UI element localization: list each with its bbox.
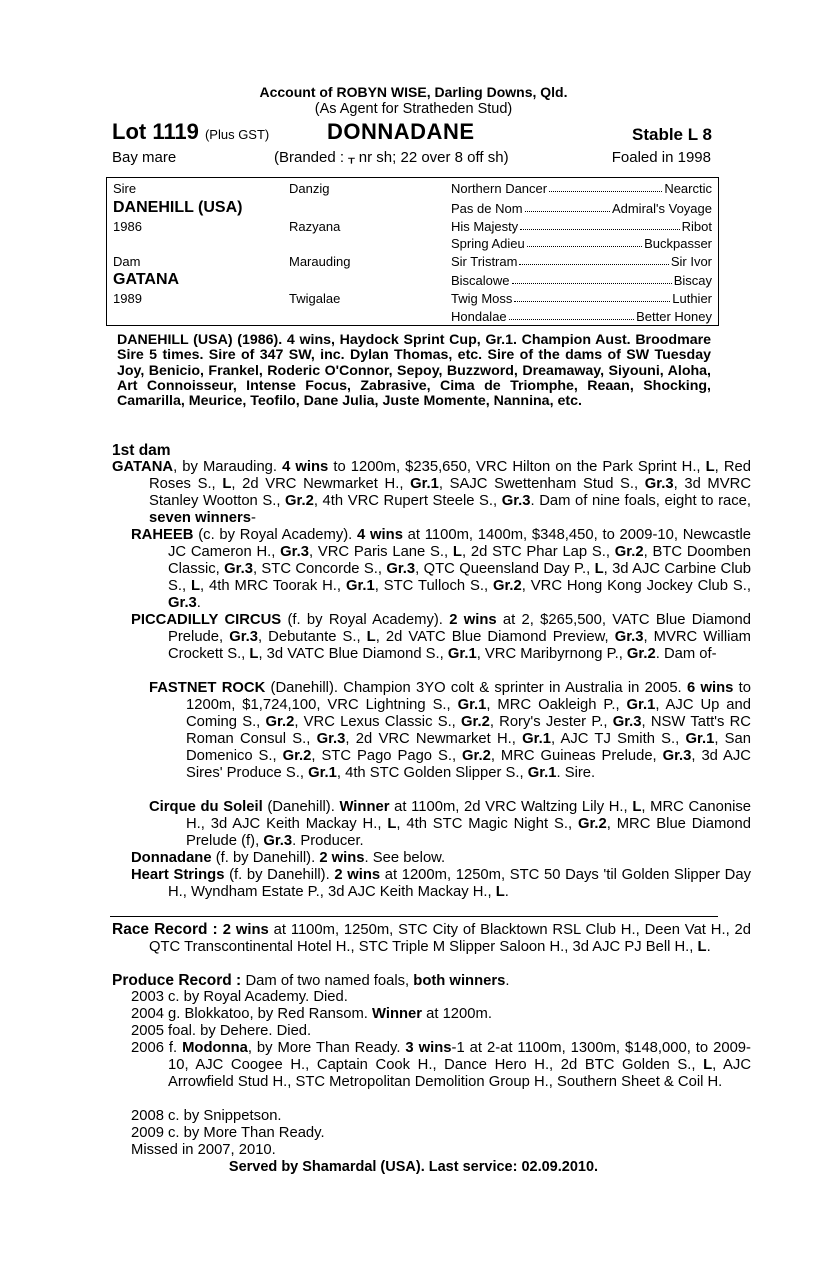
text: 2006 f.: [131, 1040, 183, 1056]
group-badge: Gr.2: [577, 816, 607, 832]
served-by-line: Served by Shamardal (USA). Last service: 02.09.2010.: [228, 1159, 599, 1175]
progeny-name: RAHEEB: [131, 527, 194, 543]
wins-bold: 6 wins: [686, 680, 734, 696]
ancestor-sire: Better Honey: [636, 309, 712, 324]
group-badge: Gr.1: [527, 765, 557, 781]
produce-2004: [131, 1006, 492, 1023]
text: (f. by Danehill).: [211, 850, 320, 866]
winners-bold: both winners: [413, 973, 506, 989]
ancestor: Spring Adieu: [451, 236, 525, 251]
text: , 2d VATC Blue Diamond Preview,: [375, 629, 615, 645]
sire-summary: DANEHILL (USA) (1986). 4 wins, Haydock Sprint Cup, Gr.1. Champion Aust. Broodmare Sire 5 times. Sire of 347 SW, inc. Dylan Thomas, etc. Sire of the dams of SW Tuesday Joy, Benicio, Frankel, Roderic O'Connor, Sepoy, Buzzword, Dreamaway, Siyouni, Aloha, Art Connoisseur, Intense Focus, Zabrasive, Cima de Triomphe, Reaan, Shocking, Camarilla, Meurice, Teofilo, Dane Julia, Juste Momente, Nannina, etc.: [117, 332, 711, 410]
dam-dam: Twigalae: [289, 291, 341, 306]
lot-number: [112, 119, 269, 145]
produce-2005: 2005 foal. by Dehere. Died.: [131, 1023, 312, 1039]
listed-badge: L: [703, 1057, 713, 1073]
text: , 4th STC Magic Night S.,: [396, 816, 578, 832]
group-badge: Gr.1: [345, 578, 375, 594]
text: , by Marauding.: [173, 459, 283, 475]
text: , 2d STC Phar Lap S.,: [461, 544, 615, 560]
race-record-label: Race Record :: [112, 921, 223, 938]
ancestor: Biscalowe: [451, 273, 510, 288]
dam-sire: Marauding: [289, 254, 351, 269]
group-badge: Gr.3: [168, 595, 197, 611]
brand-rest: nr sh; 22 over 8 off sh): [354, 149, 509, 166]
text: , Red Roses S.,: [149, 459, 751, 492]
group-badge: Gr.2: [285, 493, 314, 509]
group-badge: Gr.2: [461, 714, 490, 730]
text: , 4th MRC Toorak H.,: [200, 578, 346, 594]
progeny-name: Heart Strings: [131, 867, 225, 883]
text: , 4th VRC Rupert Steele S.,: [313, 493, 502, 509]
dam-name: GATANA: [113, 271, 180, 288]
text: (Danehill).: [262, 799, 340, 815]
ancestor: Sir Tristram: [451, 254, 518, 269]
ancestor: Northern Dancer: [451, 181, 548, 196]
group-badge: Gr.2: [492, 578, 522, 594]
dam-gatana-entry: [112, 459, 751, 527]
pedigree-row: [451, 236, 712, 251]
group-badge: Gr.3: [614, 629, 644, 645]
text: , VRC Paris Lane S.,: [308, 544, 453, 560]
brand-open: (Branded :: [274, 149, 349, 166]
produce-2008: 2008 c. by Snippetson.: [131, 1108, 282, 1124]
text: , MRC Canonise H., 3d AJC Keith Mackay H.,: [186, 799, 751, 832]
progeny-heart-strings: [131, 867, 751, 901]
text: , MRC Oakleigh P.,: [486, 697, 627, 713]
ancestor: His Majesty: [451, 219, 519, 234]
text: , AJC Up and Coming S.,: [186, 697, 751, 730]
text: .: [504, 884, 509, 900]
text: , 4th STC Golden Slipper S.,: [336, 765, 528, 781]
gst-note: (Plus GST): [204, 127, 270, 142]
wins-bold: Winner: [372, 1006, 423, 1022]
ancestor: Twig Moss: [451, 291, 513, 306]
progeny-name: PICCADILLY CIRCUS: [131, 612, 282, 628]
wins-bold: 3 wins: [405, 1040, 452, 1056]
text: , 3d VATC Blue Diamond S.,: [258, 646, 448, 662]
horse-name: DONNADANE: [327, 119, 475, 144]
wins-bold: 4 wins: [282, 459, 329, 475]
produce-2003: 2003 c. by Royal Academy. Died.: [131, 989, 348, 1005]
text: , MRC Guineas Prelude,: [490, 748, 663, 764]
pedigree-row: [451, 309, 712, 324]
text: , NSW Tatt's RC Roman Consul S.,: [186, 714, 751, 747]
sire-name: DANEHILL (USA): [113, 199, 243, 216]
text: to 1200m, $1,724,100, VRC Lightning S.,: [186, 680, 751, 713]
text: , MVRC William Crockett S.,: [168, 629, 751, 662]
text: Dam of two named foals,: [245, 973, 414, 989]
listed-badge: L: [366, 629, 376, 645]
wins-bold: 2 wins: [334, 867, 381, 883]
group-badge: Gr.3: [644, 476, 674, 492]
group-badge: Gr.3: [229, 629, 258, 645]
text: (f. by Royal Academy).: [281, 612, 450, 628]
dam-label: Dam: [113, 254, 141, 269]
progeny-name: FASTNET ROCK: [149, 680, 266, 696]
listed-badge: L: [387, 816, 397, 832]
dam-name-bold: GATANA: [112, 459, 174, 475]
progeny-name: Donnadane: [131, 850, 212, 866]
text: at 1200m.: [422, 1006, 492, 1022]
sire-label: Sire: [113, 181, 137, 196]
vendor-line: Account of ROBYN WISE, Darling Downs, Qld.: [259, 84, 568, 100]
text: , VRC Maribyrnong P.,: [476, 646, 627, 662]
group-badge: Gr.3: [224, 561, 253, 577]
progeny-cirque-du-soleil: [149, 799, 751, 850]
text: , 2d VRC Newmarket H.,: [231, 476, 411, 492]
text: at 2, $265,500, VATC Blue Diamond Prelude,: [168, 612, 751, 645]
lot-label: Lot 1119: [112, 119, 199, 144]
listed-badge: L: [594, 561, 604, 577]
group-badge: Gr.1: [522, 731, 551, 747]
produce-record: [112, 972, 714, 990]
text: , 3d MVRC Stanley Wootton S.,: [149, 476, 752, 509]
text: (f. by Danehill).: [224, 867, 335, 883]
brand-mark-icon: ᚁ: [348, 150, 355, 165]
text: to 1200m, $235,650, VRC Hilton on the Park Sprint H.,: [328, 459, 706, 475]
text: at 1200m, 1250m, STC 50 Days 'til Golden Slipper Day H., Wyndham Estate P., 3d AJC Keith Mackay H.,: [168, 867, 751, 900]
stable-label: Stable L 8: [632, 125, 712, 144]
group-badge: Gr.2: [462, 748, 491, 764]
group-badge: Gr.3: [662, 748, 692, 764]
text: , BTC Doomben Classic,: [168, 544, 751, 577]
first-dam-heading: 1st dam: [112, 442, 171, 459]
progeny-name: Modonna: [182, 1040, 248, 1056]
group-badge: Gr.2: [626, 646, 656, 662]
text: . Producer.: [292, 833, 364, 849]
pedigree-row: [451, 254, 712, 269]
progeny-donnadane: [131, 850, 751, 867]
ancestor-sire: Ribot: [681, 219, 712, 234]
text: -: [250, 510, 256, 526]
text: , 3d AJC Carbine Club S.,: [168, 561, 751, 594]
text: . See below.: [364, 850, 446, 866]
progeny-name: Cirque du Soleil: [149, 799, 263, 815]
ancestor-sire: Buckpasser: [644, 236, 712, 251]
ancestor-sire: Sir Ivor: [670, 254, 712, 269]
text: (Danehill). Champion 3YO colt & sprinter in Australia in 2005.: [265, 680, 687, 696]
ancestor: Pas de Nom: [451, 201, 523, 216]
group-badge: Gr.3: [386, 561, 416, 577]
pedigree-row: [451, 219, 712, 234]
listed-badge: L: [697, 939, 707, 955]
text: at 1100m, 2d VRC Waltzing Lily H.,: [389, 799, 633, 815]
text: , Debutante S.,: [257, 629, 367, 645]
missed-years: Missed in 2007, 2010.: [131, 1142, 276, 1158]
dam-year: 1989: [113, 291, 142, 306]
text: . Dam of-: [655, 646, 717, 662]
group-badge: Gr.3: [501, 493, 531, 509]
group-badge: Gr.1: [308, 765, 337, 781]
progeny-piccadilly-circus: [131, 612, 751, 663]
group-badge: Gr.3: [280, 544, 309, 560]
text: , MRC Blue Diamond Prelude (f),: [186, 816, 751, 849]
pedigree-table: [106, 177, 719, 326]
text: , AJC TJ Smith S.,: [550, 731, 686, 747]
group-badge: Gr.1: [410, 476, 439, 492]
listed-badge: L: [222, 476, 232, 492]
group-badge: Gr.1: [685, 731, 715, 747]
sire-sire: Danzig: [289, 181, 330, 196]
group-badge: Gr.2: [265, 714, 295, 730]
group-badge: Gr.2: [614, 544, 644, 560]
group-badge: Gr.3: [612, 714, 642, 730]
text: .: [505, 973, 510, 989]
winners-bold: seven winners: [149, 510, 251, 526]
text: , VRC Lexus Classic S.,: [294, 714, 462, 730]
text: , STC Concorde S.,: [252, 561, 387, 577]
sire-year: 1986: [113, 219, 142, 234]
wins-bold: Winner: [339, 799, 390, 815]
pedigree-row: [451, 291, 712, 306]
sex-colour: Bay mare: [112, 149, 177, 166]
group-badge: Gr.1: [626, 697, 656, 713]
pedigree-row: [451, 201, 712, 216]
pedigree-row: [451, 273, 712, 288]
progeny-fastnet-rock: [149, 680, 751, 782]
listed-badge: L: [705, 459, 715, 475]
text: , STC Tulloch S.,: [374, 578, 493, 594]
ancestor-sire: Nearctic: [664, 181, 712, 196]
produce-record-label: Produce Record :: [112, 972, 246, 989]
text: , VRC Hong Kong Jockey Club S.,: [521, 578, 751, 594]
text: 2004 g. Blokkatoo, by Red Ransom.: [131, 1006, 372, 1022]
text: , Rory's Jester P.,: [489, 714, 613, 730]
text: , AJC Arrowfield Stud H., STC Metropolitan Demolition Group H., Southern Sheet & Coil H.: [168, 1057, 752, 1090]
text: , 2d VRC Newmarket H.,: [345, 731, 523, 747]
listed-badge: L: [249, 646, 259, 662]
listed-badge: L: [452, 544, 462, 560]
section-divider: [110, 916, 718, 917]
listed-badge: L: [190, 578, 201, 594]
agent-line: (As Agent for Stratheden Stud): [314, 101, 513, 117]
ancestor-sire: Luthier: [672, 291, 712, 306]
listed-badge: L: [495, 884, 505, 900]
listed-badge: L: [632, 799, 642, 815]
pedigree-row: [451, 181, 712, 196]
wins-bold: 2 wins: [319, 850, 365, 866]
text: , San Domenico S.,: [186, 731, 751, 764]
race-record: [112, 921, 751, 956]
produce-2009: 2009 c. by More Than Ready.: [131, 1125, 325, 1141]
text: , by More Than Ready.: [247, 1040, 406, 1056]
progeny-raheeb: [131, 527, 751, 612]
text: .: [706, 939, 711, 955]
text: -1 at 2-at 1100m, 1300m, $148,000, to 2009-10, AJC Coogee H., Captain Cook H., Dance Hero H., 2d BTC Golden S.,: [168, 1040, 751, 1073]
ancestor-sire: Admiral's Voyage: [611, 201, 712, 216]
wins-bold: 2 wins: [222, 922, 269, 938]
text: at 1100m, 1250m, STC City of Blacktown RSL Club H., Deen Vat H., 2d QTC Transcontinental Hotel H., STC Triple M Slipper Saloon H., 3d AJC PJ Bell H.,: [149, 922, 751, 955]
group-badge: Gr.1: [457, 697, 487, 713]
sire-dam: Razyana: [289, 219, 341, 234]
wins-bold: 2 wins: [449, 612, 497, 628]
text: . Sire.: [556, 765, 596, 781]
text: at 1100m, 1400m, $348,450, to 2009-10, Newcastle JC Cameron H.,: [168, 527, 751, 560]
text: .: [196, 595, 201, 611]
ancestor-sire: Biscay: [673, 273, 712, 288]
wins-bold: 4 wins: [357, 527, 403, 543]
produce-2006: [131, 1040, 751, 1091]
text: . Dam of nine foals, eight to race,: [530, 493, 751, 509]
ancestor: Hondalae: [451, 309, 507, 324]
text: , QTC Queensland Day P.,: [415, 561, 595, 577]
group-badge: Gr.1: [447, 646, 477, 662]
text: , STC Pago Pago S.,: [311, 748, 463, 764]
foaled-year: Foaled in 1998: [611, 149, 711, 166]
text: , 3d AJC Sires' Produce S.,: [186, 748, 751, 781]
text: , SAJC Swettenham Stud S.,: [438, 476, 645, 492]
brand-info: [274, 149, 509, 166]
group-badge: Gr.3: [263, 833, 293, 849]
group-badge: Gr.2: [282, 748, 312, 764]
text: (c. by Royal Academy).: [193, 527, 358, 543]
group-badge: Gr.3: [316, 731, 346, 747]
